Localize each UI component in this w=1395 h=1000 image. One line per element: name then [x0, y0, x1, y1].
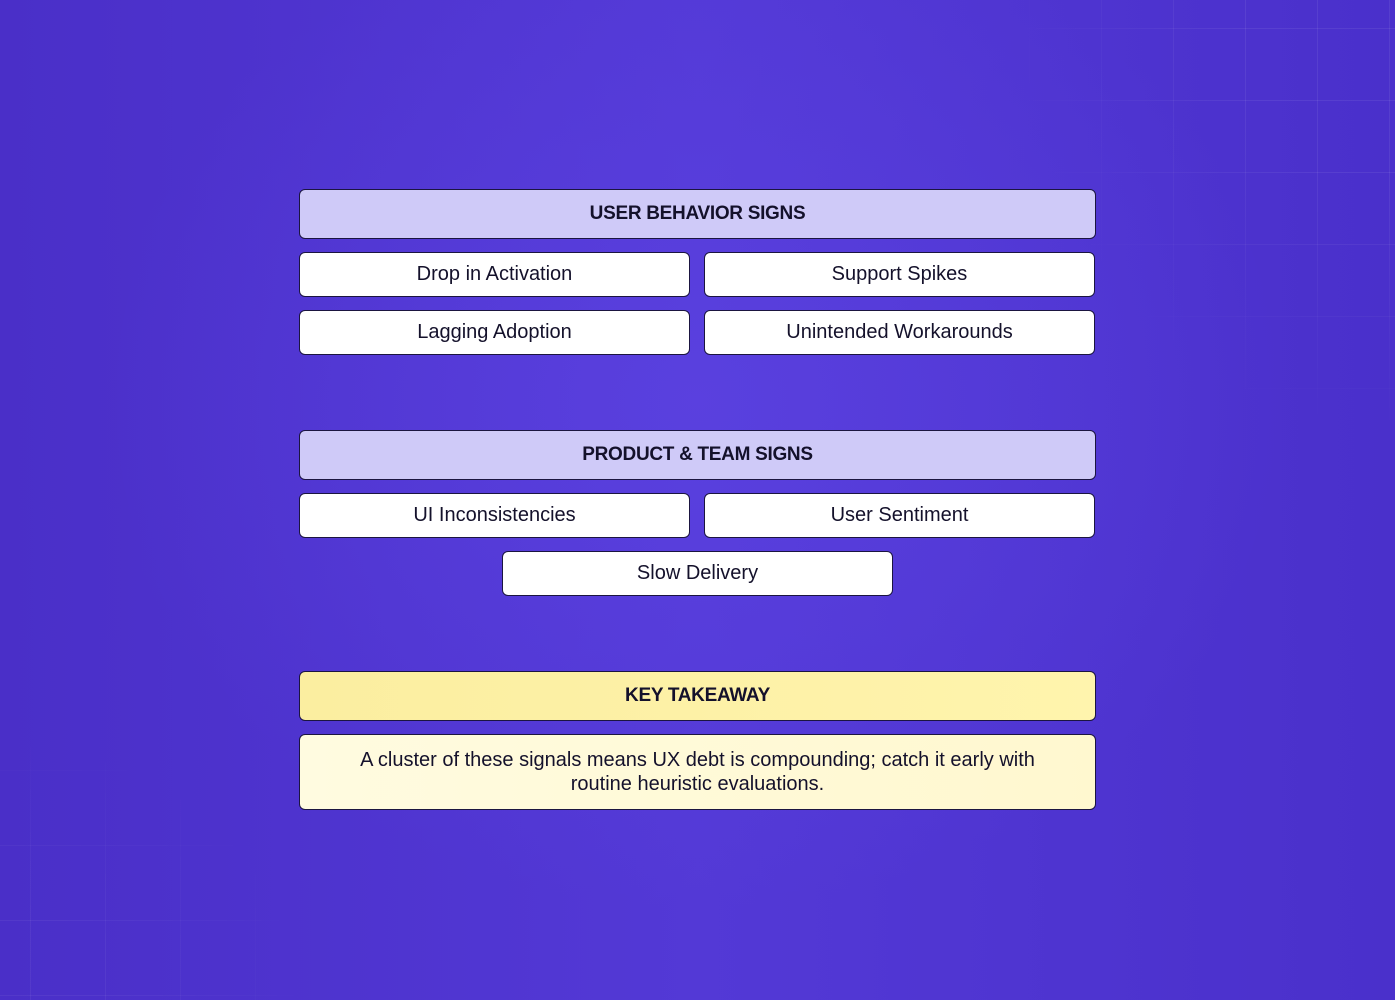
key-takeaway-text: A cluster of these signals means UX debt is compounding; catch it early with routine heuristic evaluations.	[299, 734, 1096, 810]
sign-support-spikes: Support Spikes	[704, 252, 1095, 297]
sign-slow-delivery: Slow Delivery	[502, 551, 893, 596]
decorative-grid-bottom-left	[0, 740, 300, 1000]
sign-user-sentiment: User Sentiment	[704, 493, 1095, 538]
sign-lagging-adoption: Lagging Adoption	[299, 310, 690, 355]
sign-unintended-workarounds: Unintended Workarounds	[704, 310, 1095, 355]
sign-drop-in-activation: Drop in Activation	[299, 252, 690, 297]
product-team-signs-header: PRODUCT & TEAM SIGNS	[299, 430, 1096, 480]
key-takeaway-header: KEY TAKEAWAY	[299, 671, 1096, 721]
user-behavior-signs-header: USER BEHAVIOR SIGNS	[299, 189, 1096, 239]
sign-ui-inconsistencies: UI Inconsistencies	[299, 493, 690, 538]
